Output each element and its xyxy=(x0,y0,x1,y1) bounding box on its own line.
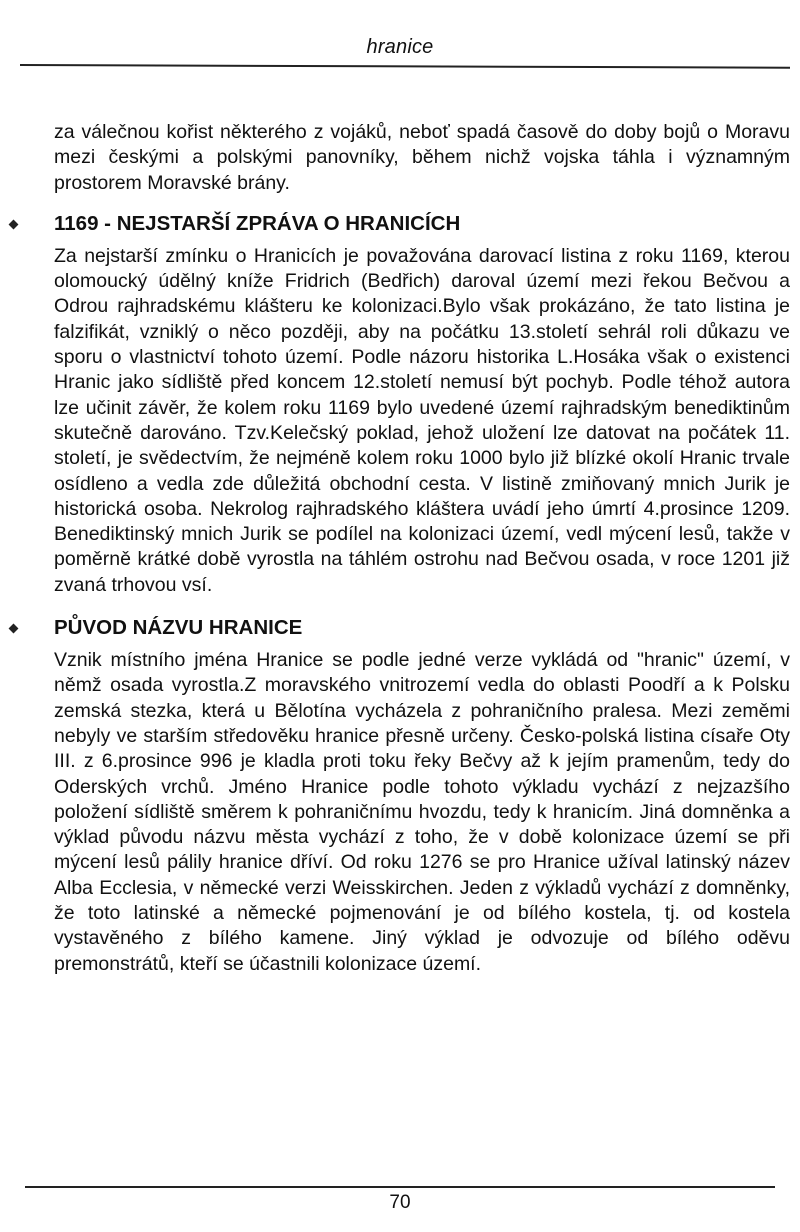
header-rule xyxy=(20,64,790,69)
intro-paragraph: za válečnou kořist některého z vojáků, neboť spadá časově do doby bojů o Moravu mezi českými a polskými panovníky, během nichž vojska táhla i významným prostorem Moravské brány. xyxy=(54,121,790,194)
section-1169 xyxy=(50,210,790,598)
running-title: hranice xyxy=(366,36,434,58)
footer-rule xyxy=(25,1186,775,1188)
section-heading xyxy=(50,210,790,238)
page-number: 70 xyxy=(389,1192,411,1213)
section-heading-text: 1169 - NEJSTARŠÍ ZPRÁVA O HRANICÍCH xyxy=(54,211,461,235)
section-heading-text: PŮVOD NÁZVU HRANICE xyxy=(54,616,303,640)
section-puvod-nazvu xyxy=(50,614,790,977)
section-paragraph: Za nejstarší zmínku o Hranicích je považována darovací listina z roku 1169, kterou olomoucký údělný kníže Fridrich (Bedřich) daroval území mezi řekou Bečvou a Odrou rajhradskému klášteru ke kolonizaci.Bylo však prokázáno, že tato listina je falzifikát, vzniklý o něco později, aby na počátku 13.století sehrál roli důkazu ve sporu o vlastnictví tohoto území. Podle názoru historika L.Hosáka však o existenci Hranic jako sídliště před koncem 12.století nemusí být pochyb. Podle téhož autora lze učinit závěr, že kolem roku 1169 bylo uvedené území rajhradským benediktinům skutečně darováno. Tzv.Kelečský poklad, jehož uložení lze datovat na počátek 11. století, je svědectvím, že nejméně kolem roku 1000 bylo již blízké okolí Hranic trvale osídleno a vedla zde důležitá obchodní cesta. V listině zmiňovaný mnich Jurik je historická osoba. Nekrolog rajhradského kláštera uvádí jeho úmrtí 4.prosince 1209. Benediktinský mnich Jurik se podílel na kolonizaci území, vedl mýcení lesů, takže v poměrně krátké době vyrostla na táhlém ostrohu nad Bečvou osada, v roce 1201 již zvaná trhovou vsí. xyxy=(54,244,790,596)
page-header xyxy=(0,36,800,59)
bullet-icon xyxy=(9,219,19,229)
section-heading xyxy=(50,614,790,642)
page-content xyxy=(50,120,790,977)
section-paragraph: Vznik místního jména Hranice se podle jedné verze vykládá od "hranic" území, v němž osada vyrostla.Z moravského vnitrozemí vedla do oblasti Poodří a k Polsku zemská stezka, která u Bělotína vycházela z pohraničního pralesa. Mezi zeměmi nebyly ve starším středověku hranice přesně určeny. Česko-polská listina císaře Oty III. z 6.prosince 996 je kladla proti toku řeky Bečvy až k jejím pramenům, tedy do Oderských vrchů. Jméno Hranice podle tohoto výkladu vychází z nejzazšího položení sídliště směrem k pohraničnímu hvozdu, tedy k hranicím. Jiná domněnka a výklad původu názvu města vychází z toho, že v době kolonizace území se při mýcení lesů pálily hranice dříví. Od roku 1276 se pro Hranice užíval latinský název Alba Ecclesia, v německé verzi Weisskirchen. Jeden z výkladů vychází z domněnky, že toto latinské a německé pojmenování je od bílého kostela, tj. od kostela vystavěného z bílého kamene. Jiný výklad je odvozuje od bílého oděvu premonstrátů, kteří se účastnili kolonizace území. xyxy=(54,649,790,975)
bullet-icon xyxy=(9,624,19,634)
